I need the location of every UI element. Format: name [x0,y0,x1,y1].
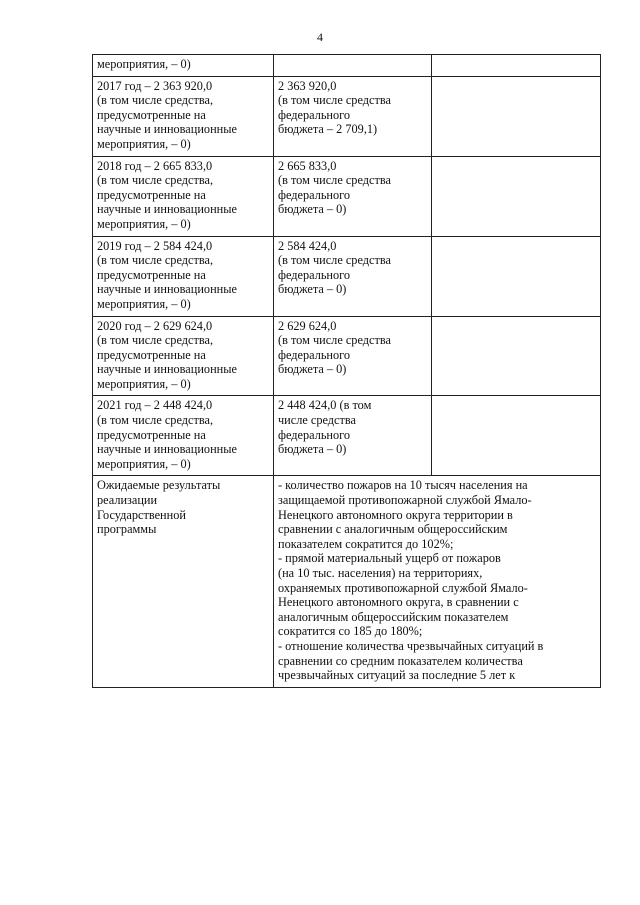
cell-text-line: 2 363 920,0 [278,78,337,93]
cell-text-line: (в том числе средства, [97,173,214,188]
table-row [93,396,601,476]
year-total-cell [93,55,274,77]
cell-text-line: мероприятия, – 0) [97,216,191,231]
federal-budget-cell [274,396,432,476]
cell-text-line: научные и инновационные [97,362,237,377]
cell-text-line: бюджета – 2 709,1) [278,122,378,137]
empty-cell [432,156,601,236]
year-total-cell [93,156,274,236]
cell-text-line: бюджета – 0) [278,442,347,457]
cell-text-line: предусмотренные на [97,347,206,362]
cell-text-line: мероприятия, – 0) [97,296,191,311]
cell-text-line: 2 448 424,0 (в том [278,398,372,413]
cell-text-line: федерального [278,267,351,282]
cell-text-line: защищаемой противопожарной службой Ямало- [278,493,532,508]
federal-budget-cell [274,316,432,396]
cell-text-line: бюджета – 0) [278,362,347,377]
cell-text-line: аналогичным общероссийским показателем [278,609,509,624]
cell-text-line: сравнении с аналогичным общероссийским [278,522,508,537]
cell-text-line: (в том числе средства, [97,93,214,108]
federal-budget-cell [274,236,432,316]
cell-text-line: федерального [278,427,351,442]
cell-text-line: сократится со 185 до 180%; [278,624,423,639]
funding-table-body [93,55,601,688]
cell-text-line: 2017 год – 2 363 920,0 [97,78,213,93]
cell-text-line: охраняемых противопожарной службой Ямало- [278,580,528,595]
empty-cell [432,236,601,316]
empty-cell [432,396,601,476]
empty-cell [432,55,601,77]
federal-budget-cell [274,55,432,77]
cell-text-line: (в том числе средства, [97,253,214,268]
empty-cell [432,76,601,156]
cell-text-line: мероприятия, – 0) [97,136,191,151]
cell-text-line: научные и инновационные [97,282,237,297]
cell-text-line: бюджета – 0) [278,202,347,217]
cell-text-line: (в том числе средства [278,253,391,268]
table-row [93,316,601,396]
table-row [93,55,601,77]
cell-text-line: федерального [278,107,351,122]
cell-text-line: - отношение количества чрезвычайных ситуаций в [278,638,544,653]
cell-text-line: федерального [278,347,351,362]
cell-text-line: 2 584 424,0 [278,238,337,253]
year-total-cell [93,396,274,476]
cell-text-line: - количество пожаров на 10 тысяч населения на [278,478,528,493]
funding-table [92,54,601,688]
cell-text-line: предусмотренные на [97,187,206,202]
cell-text-line: Государственной [97,507,186,522]
federal-budget-cell [274,156,432,236]
federal-budget-cell [274,76,432,156]
expected-results-row [93,476,601,687]
cell-text-line: 2 629 624,0 [278,318,337,333]
cell-text-line: чрезвычайных ситуаций за последние 5 лет к [278,668,516,683]
cell-text-line: мероприятия, – 0) [97,376,191,391]
cell-text-line: сравнении со средним показателем количества [278,653,523,668]
cell-text-line: 2020 год – 2 629 624,0 [97,318,213,333]
cell-text-line: научные и инновационные [97,442,237,457]
table-row [93,236,601,316]
expected-results-label [93,476,274,687]
cell-text-line: реализации [97,493,158,508]
table-row [93,76,601,156]
cell-text-line: показателем сократится до 102%; [278,536,454,551]
cell-text-line: федерального [278,187,351,202]
cell-text-line: 2018 год – 2 665 833,0 [97,158,213,173]
cell-text-line: научные и инновационные [97,122,237,137]
cell-text-line: научные и инновационные [97,202,237,217]
cell-text-line: предусмотренные на [97,427,206,442]
cell-text-line: Ненецкого автономного округа территории в [278,507,513,522]
cell-text-line: (на 10 тыс. населения) на территориях, [278,566,483,580]
cell-text-line: программы [97,522,157,537]
cell-text-line: предусмотренные на [97,107,206,122]
cell-text-line: числе средства [278,413,356,428]
cell-text-line: - прямой материальный ущерб от пожаров [278,551,501,566]
cell-text-line: (в том числе средства, [97,413,214,428]
expected-results-text [274,476,601,687]
cell-text-line: 2021 год – 2 448 424,0 [97,398,213,413]
cell-text-line: (в том числе средства [278,333,391,348]
cell-text-line: бюджета – 0) [278,282,347,297]
cell-text-line: мероприятия, – 0) [97,456,191,471]
cell-text-line: мероприятия, – 0) [97,57,191,71]
cell-text-line: предусмотренные на [97,267,206,282]
year-total-cell [93,316,274,396]
table-row [93,156,601,236]
year-total-cell [93,236,274,316]
cell-text-line: Ожидаемые результаты [97,478,221,493]
cell-text-line: 2019 год – 2 584 424,0 [97,238,213,253]
empty-cell [432,316,601,396]
cell-text-line: Ненецкого автономного округа, в сравнении с [278,595,519,610]
year-total-cell [93,76,274,156]
cell-text-line: (в том числе средства, [97,333,214,348]
cell-text-line: (в том числе средства [278,173,391,188]
cell-text-line: 2 665 833,0 [278,158,337,173]
page-number: 4 [317,30,323,44]
cell-text-line: (в том числе средства [278,93,391,108]
